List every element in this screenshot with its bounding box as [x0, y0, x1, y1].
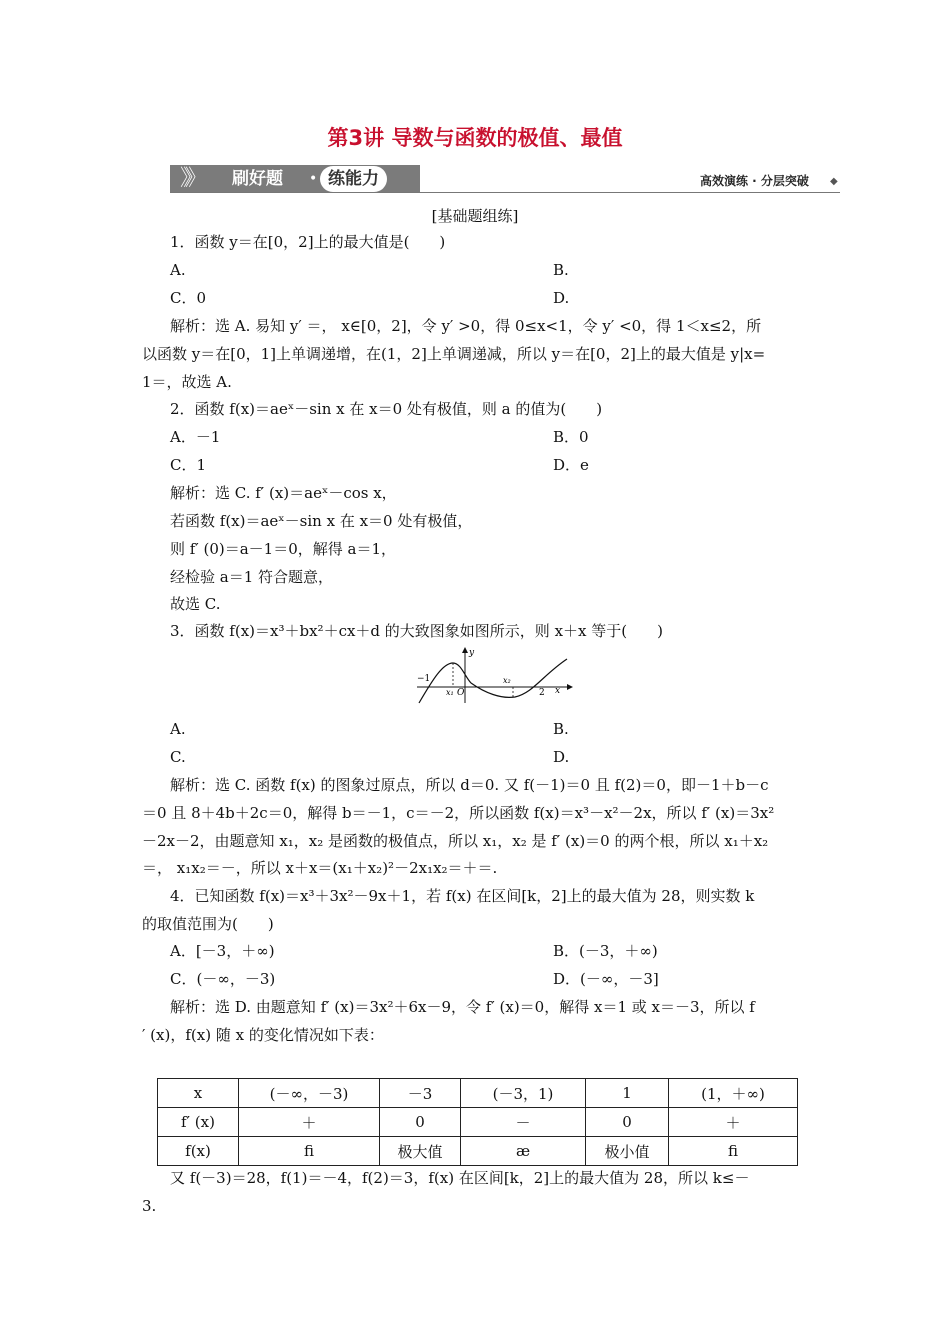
q2-option-b: B．0 [553, 428, 589, 446]
graph-label-two: 2 [539, 688, 545, 698]
banner-label-2: 练能力 [320, 166, 387, 192]
table-cell: ＋ [669, 1108, 798, 1137]
q3-stem: 3．函数 f(x)＝x³＋bx²＋cx＋d 的大致图象如图所示，则 x＋x 等于( ) [170, 622, 663, 640]
graph-label-minus-one: −1 [417, 674, 431, 684]
graph-label-x1: x₁ [446, 688, 454, 697]
q1-solution-3: 1＝，故选 A. [142, 373, 232, 391]
q4-option-b: B．(－3，＋∞) [553, 942, 658, 960]
table-cell: (1，＋∞) [669, 1079, 798, 1108]
q2-solution-2: 若函数 f(x)＝aeˣ－sin x 在 x＝0 处有极值， [170, 512, 473, 530]
q4-option-c: C．(－∞，－3) [170, 970, 276, 988]
page-title: 第3讲 导数与函数的极值、最值 [327, 126, 623, 150]
table-cell: －3 [380, 1079, 461, 1108]
banner-label-1: 刷好题 [232, 169, 283, 189]
q2-option-d: D．e [553, 456, 589, 474]
table-cell: (－∞，－3) [239, 1079, 380, 1108]
q1-solution-1: 解析：选 A. 易知 y′ ＝， x∈[0，2]，令 y′ >0，得 0≤x<1，令 y′ <0，得 1＜x≤2，所 [170, 317, 762, 335]
q4-stem-1: 4．已知函数 f(x)＝x³＋3x²－9x＋1，若 f(x) 在区间[k，2]上的最大值为 28，则实数 k [170, 887, 755, 905]
q1-option-d: D. [553, 289, 570, 307]
table-cell: ＋ [239, 1108, 380, 1137]
diamond-icon: ◆ [830, 176, 838, 187]
banner-slogan: 高效演练 · 分层突破 [700, 174, 809, 188]
q4-solution-4: 3. [142, 1197, 157, 1215]
q4-solution-3: 又 f(－3)＝28，f(1)＝－4，f(2)＝3，f(x) 在区间[k，2]上的最大值为 28，所以 k≤－ [170, 1169, 750, 1187]
table-cell: ﬁ [669, 1137, 798, 1166]
q3-solution-3: －2x－2，由题意知 x₁，x₂ 是函数的极值点，所以 x₁，x₂ 是 f′ (x)＝0 的两个根，所以 x₁＋x₂ [142, 832, 769, 850]
table-row [158, 1108, 798, 1137]
table-cell: (－3，1) [461, 1079, 586, 1108]
q2-solution-3: 则 f′ (0)＝a－1＝0，解得 a＝1， [170, 540, 397, 558]
table-cell: 0 [586, 1108, 669, 1137]
graph-curve [419, 659, 567, 703]
graph-label-x2: x₂ [503, 676, 511, 685]
q4-option-d: D．(－∞，－3] [553, 970, 659, 988]
q3-option-c: C. [170, 748, 186, 766]
q1-solution-2: 以函数 y＝在[0，1]上单调递增，在(1，2]上单调递减，所以 y＝在[0，2]上的最大值是 y|x= [142, 345, 766, 363]
q3-option-a: A. [170, 720, 186, 738]
table-cell: 1 [586, 1079, 669, 1108]
table-cell: x [158, 1079, 239, 1108]
q2-option-c: C．1 [170, 456, 207, 474]
q3-option-d: D. [553, 748, 570, 766]
q3-solution-4: ＝， x₁x₂＝－，所以 x＋x＝(x₁＋x₂)²－2x₁x₂＝＋＝. [142, 859, 498, 877]
q3-solution-1: 解析：选 C. 函数 f(x) 的图象过原点，所以 d＝0. 又 f(－1)＝0 且 f(2)＝0，即－1＋b－c [170, 776, 769, 794]
banner-rule [170, 192, 840, 193]
table-row [158, 1079, 798, 1108]
q4-solution-1: 解析：选 D. 由题意知 f′ (x)＝3x²＋6x－9，令 f′ (x)＝0，解得 x＝1 或 x＝－3，所以 f [170, 998, 755, 1016]
q2-solution-4: 经检验 a＝1 符合题意， [170, 568, 334, 586]
q1-option-c: C．0 [170, 289, 207, 307]
q1-option-b: B. [553, 261, 569, 279]
banner-dot: • [309, 171, 318, 187]
table-cell: f′ (x) [158, 1108, 239, 1137]
q2-option-a: A．－1 [170, 428, 221, 446]
table-cell: 极大值 [380, 1137, 461, 1166]
graph-y-arrow-icon [462, 647, 468, 653]
q4-solution-2: ′ (x)，f(x) 随 x 的变化情况如下表： [142, 1026, 384, 1044]
q1-option-a: A. [170, 261, 186, 279]
table-cell: f(x) [158, 1137, 239, 1166]
variation-table [157, 1078, 798, 1166]
q2-solution-5: 故选 C. [170, 595, 221, 613]
table-cell: 极小值 [586, 1137, 669, 1166]
table-cell: 0 [380, 1108, 461, 1137]
table-cell: æ [461, 1137, 586, 1166]
q3-graph [415, 645, 575, 705]
banner-chevron-icon: 》》 [180, 166, 202, 191]
table-row [158, 1137, 798, 1166]
q2-solution-1: 解析：选 C. f′ (x)＝aeˣ－cos x， [170, 484, 397, 502]
q2-stem: 2．函数 f(x)＝aeˣ－sin x 在 x＝0 处有极值，则 a 的值为( ) [170, 400, 603, 418]
graph-label-y: y [469, 648, 475, 658]
table-cell: ﬁ [239, 1137, 380, 1166]
q3-solution-2: ＝0 且 8＋4b＋2c＝0，解得 b＝－1，c＝－2，所以函数 f(x)＝x³－x²－2x，所以 f′ (x)＝3x² [142, 804, 775, 822]
table-cell: － [461, 1108, 586, 1137]
q1-stem: 1．函数 y＝在[0，2]上的最大值是( ) [170, 233, 446, 251]
q4-option-a: A．[－3，＋∞) [170, 942, 275, 960]
graph-label-x: x [555, 686, 561, 696]
graph-label-origin: O [457, 688, 465, 698]
graph-x-arrow-icon [567, 684, 573, 690]
section-heading: [基础题组练] [431, 207, 519, 225]
q3-option-b: B. [553, 720, 569, 738]
q4-stem-2: 的取值范围为( ) [142, 915, 274, 933]
